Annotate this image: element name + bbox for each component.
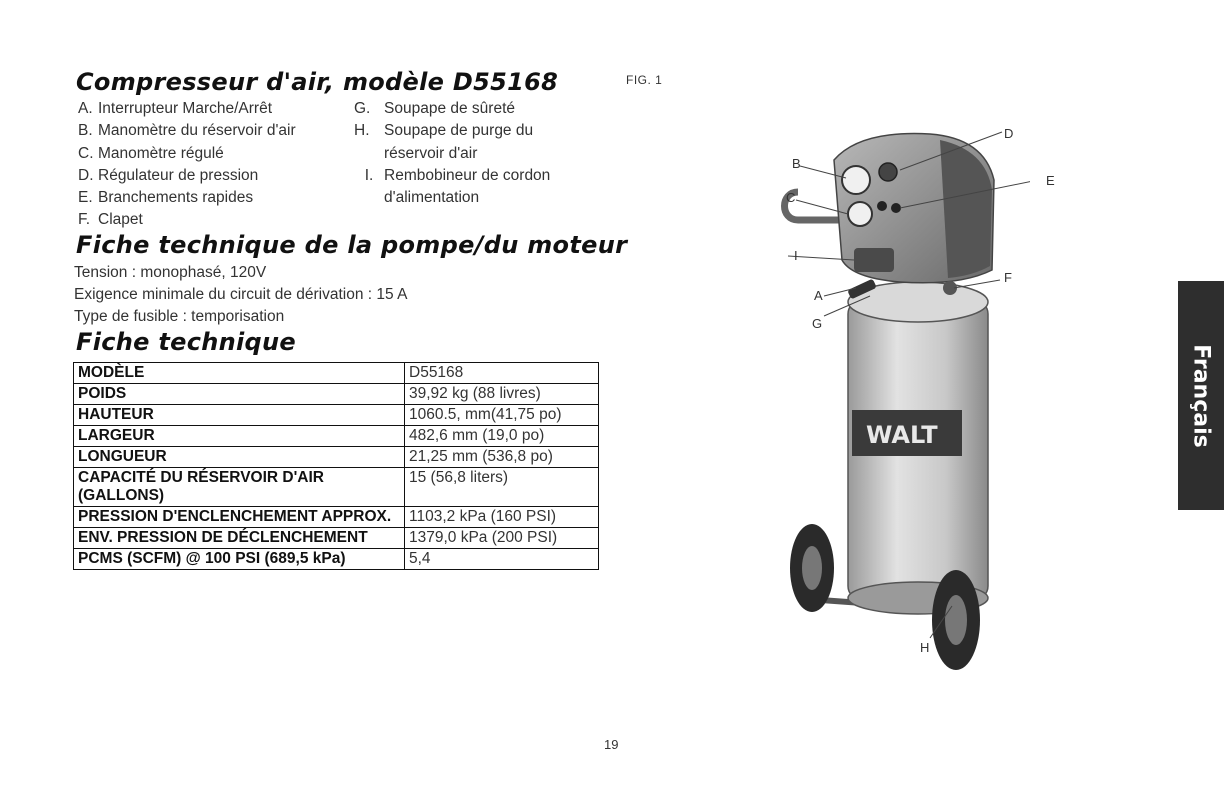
cord-wrap [854, 248, 894, 272]
spec-value: 5,4 [405, 549, 599, 570]
part-key: H. [354, 122, 370, 140]
part-text: Manomètre régulé [98, 144, 224, 162]
parts-list-right [354, 98, 550, 209]
table-row [74, 528, 599, 549]
spec-label: MODÈLE [74, 363, 405, 384]
part-item [354, 120, 550, 142]
regulator-knob-icon [879, 163, 897, 181]
table-row [74, 447, 599, 468]
spec-label: PCMS (SCFM) @ 100 PSI (689,5 kPa) [74, 549, 405, 570]
part-text: Interrupteur Marche/Arrêt [98, 100, 273, 117]
table-row [74, 384, 599, 405]
tank-gauge-icon [842, 166, 870, 194]
callout-f: F [1004, 270, 1012, 285]
spec-value: 1060.5, mm(41,75 po) [405, 405, 599, 426]
part-text: Rembobineur de cordon [384, 166, 551, 184]
part-text: Manomètre du réservoir d'air [98, 122, 296, 140]
table-row [74, 468, 599, 507]
part-key [354, 187, 384, 209]
part-key: B. [78, 122, 93, 140]
spec-label: PRESSION D'ENCLENCHEMENT APPROX. [74, 507, 405, 528]
part-key: I. [364, 166, 374, 184]
part-key: G. [354, 100, 371, 117]
part-text: Soupape de sûreté [384, 100, 515, 117]
part-item [78, 209, 296, 231]
part-key: E. [78, 189, 93, 207]
spec-label: CAPACITÉ DU RÉSERVOIR D'AIR (GALLONS) [74, 468, 405, 507]
part-text: Régulateur de pression [98, 166, 259, 184]
spec-value: 1379,0 kPa (200 PSI) [405, 528, 599, 549]
part-key: D. [78, 166, 94, 184]
spec-value: 39,92 kg (88 livres) [405, 384, 599, 405]
wheel-left [790, 524, 834, 612]
table-row [74, 405, 599, 426]
callout-b: B [792, 156, 801, 171]
language-tab-label: Français [1188, 343, 1214, 448]
figure-label: FIG. 1 [626, 73, 663, 87]
regulated-gauge-icon [848, 202, 872, 226]
pump-spec-line: Type de fusible : temporisation [74, 307, 285, 325]
callout-c: C [786, 190, 796, 205]
specs-heading: Fiche technique [76, 328, 296, 356]
spec-label: LONGUEUR [74, 447, 405, 468]
part-item [78, 120, 296, 142]
part-item [78, 187, 296, 209]
language-tab [1178, 281, 1224, 510]
part-item [354, 165, 550, 187]
pump-heading: Fiche technique de la pompe/du moteur [76, 231, 628, 259]
part-item [78, 98, 296, 120]
part-item [78, 165, 296, 187]
table-row [74, 426, 599, 447]
compressor-heading: Compresseur d'air, modèle D55168 [76, 68, 559, 96]
part-text: d'alimentation [384, 189, 480, 207]
part-text: réservoir d'air [384, 144, 478, 162]
part-item [354, 187, 550, 209]
spec-label: LARGEUR [74, 426, 405, 447]
pump-spec-list [74, 262, 407, 327]
quick-connect-icon [877, 201, 887, 211]
spec-table [73, 362, 599, 570]
compressor-illustration [760, 110, 1030, 680]
spec-value: D55168 [405, 363, 599, 384]
table-row [74, 363, 599, 384]
part-key: A. [78, 100, 93, 117]
callout-h: H [920, 640, 930, 655]
part-text: Soupape de purge du [384, 122, 534, 140]
part-key: C. [78, 144, 94, 162]
part-key [354, 143, 384, 165]
brand-logo: WALT [866, 421, 938, 449]
part-item [78, 143, 296, 165]
callout-a: A [814, 288, 823, 303]
callout-e: E [1046, 173, 1055, 188]
pump-spec-line: Tension : monophasé, 120V [74, 264, 267, 281]
part-text: Branchements rapides [98, 189, 254, 207]
part-item [354, 143, 550, 165]
spec-label: ENV. PRESSION DE DÉCLENCHEMENT [74, 528, 405, 549]
part-item [354, 98, 550, 120]
parts-list-left [78, 98, 296, 232]
part-text: Clapet [98, 211, 143, 229]
air-tank [848, 282, 988, 614]
spec-value: 21,25 mm (536,8 po) [405, 447, 599, 468]
wheel-right [932, 570, 980, 670]
page-number: 19 [604, 737, 619, 752]
callout-d: D [1004, 126, 1014, 141]
quick-connect-icon [891, 203, 901, 213]
table-row [74, 507, 599, 528]
table-row [74, 549, 599, 570]
callout-i: I [794, 248, 798, 263]
spec-label: HAUTEUR [74, 405, 405, 426]
spec-value: 15 (56,8 liters) [405, 468, 599, 507]
part-key: F. [78, 211, 91, 229]
spec-value: 482,6 mm (19,0 po) [405, 426, 599, 447]
spec-value: 1103,2 kPa (160 PSI) [405, 507, 599, 528]
pump-spec-line: Exigence minimale du circuit de dérivation : 15 A [74, 285, 408, 303]
spec-label: POIDS [74, 384, 405, 405]
callout-g: G [812, 316, 823, 331]
